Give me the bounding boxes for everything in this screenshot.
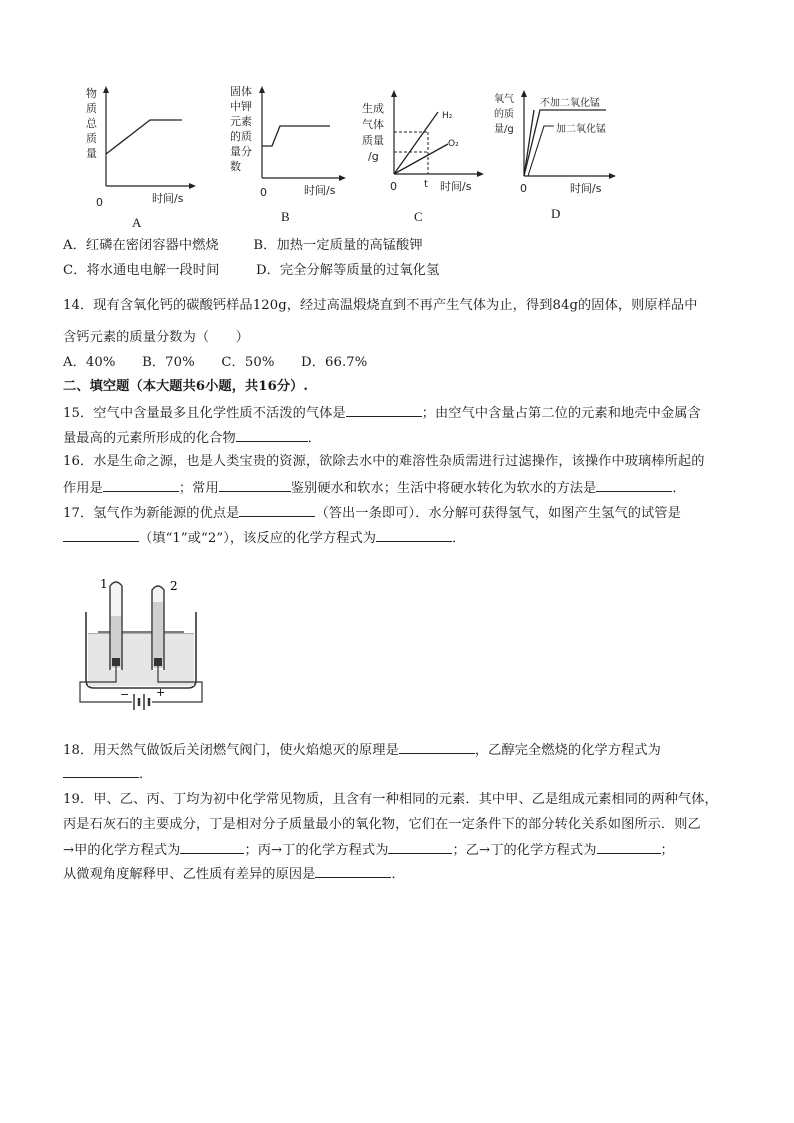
q15-line2: 量最高的元素所形成的化合物 ．	[63, 428, 321, 448]
q19-blank-2[interactable]	[388, 840, 452, 854]
graph-c-x-label: 时间/s	[440, 180, 472, 193]
svg-text:数: 数	[230, 160, 241, 173]
q18-blank-2[interactable]	[63, 764, 139, 778]
graph-a-label: A	[132, 215, 142, 230]
graph-d-series-with: 加二氧化锰	[556, 124, 606, 135]
q19-blank-3[interactable]	[597, 840, 661, 854]
q13-option-c: C．将水通电电解一段时间	[63, 263, 220, 278]
graph-c-o2-line	[394, 144, 448, 174]
graph-b-label: B	[281, 209, 290, 224]
graph-a-x-label: 时间/s	[152, 192, 184, 205]
q18-line2: ．	[63, 764, 152, 784]
graph-b-curve	[262, 126, 330, 146]
svg-text:氧气: 氧气	[494, 94, 514, 105]
graph-d-curve-without-mno2	[524, 110, 606, 176]
q15-line1: 15．空气中含量最多且化学性质不活泼的气体是 ；由空气中含量占第二位的元素和地壳中金属含	[63, 403, 701, 423]
svg-text:量: 量	[86, 147, 97, 160]
graph-a-y-label	[86, 86, 98, 160]
graph-c-h2-line	[394, 112, 438, 174]
graph-c-origin: 0	[390, 180, 397, 193]
q13-option-b: B．加热一定质量的高锰酸钾	[253, 238, 423, 253]
q16-blank-3[interactable]	[596, 478, 672, 492]
q17-blank-3[interactable]	[376, 528, 452, 542]
graph-b-x-label: 时间/s	[304, 184, 336, 197]
q13-option-a: A．红磷在密闭容器中燃烧	[63, 238, 219, 253]
q19-line4: 从微观角度解释甲、乙性质有差异的原因是 ．	[63, 864, 405, 884]
tube2-label: 2	[170, 579, 178, 593]
svg-text:物: 物	[86, 87, 97, 100]
q17-line2: （填“1”或“2”），该反应的化学方程式为 ．	[63, 528, 465, 548]
svg-text:中钾: 中钾	[230, 100, 252, 113]
q15-blank-2[interactable]	[236, 428, 308, 442]
graph-c-o2-label: O₂	[448, 139, 459, 149]
svg-text:质: 质	[86, 132, 97, 145]
q19-line1: 19．甲、乙、丙、丁均为初中化学常见物质，且含有一种相同的元素．其中甲、乙是组成元素相同的两种气体，	[63, 792, 718, 807]
graph-d-x-label: 时间/s	[570, 182, 602, 195]
graph-a-curve	[106, 120, 182, 154]
q17-line1: 17．氢气作为新能源的优点是 （答出一条即可）．水分解可获得氢气，如图产生氢气的试管是	[63, 503, 681, 523]
q16-line2: 作用是 ；常用 鉴别硬水和软水；生活中将硬水转化为软水的方法是 ．	[63, 478, 686, 498]
q19-blank-4[interactable]	[315, 864, 391, 878]
graph-d-svg	[494, 90, 644, 200]
graph-c-h2-label: H₂	[442, 111, 453, 121]
electrolysis-svg	[76, 572, 206, 722]
graph-b-y-label	[230, 84, 252, 173]
graph-d-origin: 0	[520, 182, 527, 195]
q14-options: A．40% B．70% C．50% D．66.7%	[63, 355, 368, 370]
graph-b-origin: 0	[260, 186, 267, 199]
q17-blank-1[interactable]	[239, 503, 315, 517]
q19-line2: 丙是石灰石的主要成分，丁是相对分子质量最小的氧化物，它们在一定条件下的部分转化关系如图所示．则乙	[63, 817, 701, 832]
q19-blank-1[interactable]	[180, 840, 244, 854]
svg-text:量分: 量分	[230, 145, 252, 158]
q18-line1: 18．用天然气做饭后关闭燃气阀门，使火焰熄灭的原理是 ，乙醇完全燃烧的化学方程式为	[63, 740, 661, 760]
graph-c	[362, 90, 492, 210]
graph-a-origin: 0	[96, 196, 103, 209]
q13-options-row1	[63, 237, 423, 255]
graph-c-y-label	[362, 101, 384, 163]
svg-text:的质: 的质	[230, 130, 252, 143]
svg-text:/g: /g	[368, 150, 379, 163]
q16-blank-1[interactable]	[103, 478, 179, 492]
section2-title: 二、填空题（本大题共6小题，共16分）.	[63, 379, 309, 394]
graph-d-series-without: 不加二氧化锰	[540, 98, 600, 109]
electrolysis-diagram	[76, 572, 206, 722]
graph-c-svg	[362, 90, 492, 210]
svg-text:元素: 元素	[230, 115, 252, 128]
q14-line1: 14．现有含氧化钙的碳酸钙样品120g，经过高温煅烧直到不再产生气体为止，得到84g的固体，则原样品中	[63, 298, 698, 313]
q18-blank-1[interactable]	[399, 740, 475, 754]
graph-c-label: C	[414, 209, 423, 224]
q13-option-d: D．完全分解等质量的过氧化氢	[255, 263, 440, 278]
graph-d	[494, 90, 644, 200]
plus-label: +	[156, 686, 166, 699]
graph-c-t-label: t	[424, 179, 428, 190]
graph-a	[82, 86, 202, 216]
graph-d-label: D	[551, 206, 561, 221]
graph-d-y-label	[494, 92, 514, 135]
svg-text:气体: 气体	[362, 118, 384, 131]
svg-text:质量: 质量	[362, 134, 384, 147]
q14-line2: 含钙元素的质量分数为（ ）	[63, 330, 250, 345]
svg-text:量/g: 量/g	[494, 124, 514, 135]
q16-line1: 16．水是生命之源，也是人类宝贵的资源，欲除去水中的难溶性杂质需进行过滤操作，该操作中玻璃棒所起的	[63, 454, 705, 469]
svg-text:质: 质	[86, 102, 97, 115]
graph-b	[230, 86, 350, 216]
svg-text:的质: 的质	[494, 109, 514, 120]
q19-line3: →甲的化学方程式为 ；丙→丁的化学方程式为 ；乙→丁的化学方程式为 ；	[63, 840, 674, 860]
minus-label: −	[120, 688, 130, 701]
svg-text:固体: 固体	[230, 85, 252, 98]
q17-blank-2[interactable]	[63, 528, 139, 542]
q13-options-row2	[63, 262, 439, 280]
q16-blank-2[interactable]	[219, 478, 291, 492]
graph-a-svg	[82, 86, 202, 216]
svg-text:生成: 生成	[362, 102, 384, 115]
graph-b-svg	[230, 86, 350, 216]
svg-text:总: 总	[86, 117, 97, 130]
tube1-label: 1	[100, 577, 108, 591]
q15-blank-1[interactable]	[346, 403, 422, 417]
